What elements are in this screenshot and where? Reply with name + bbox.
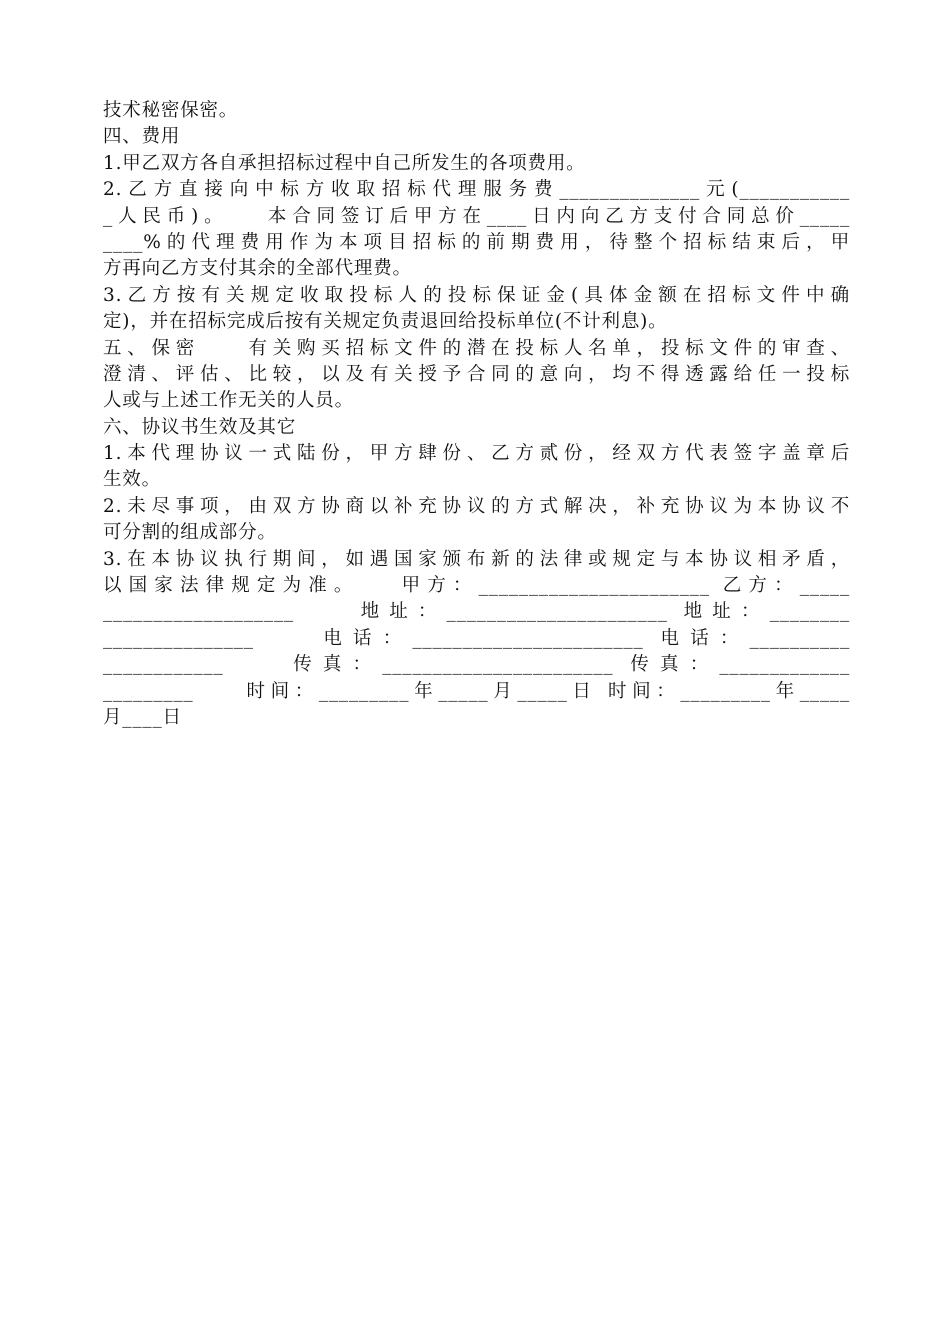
text-line-4: 2.乙方直接向中标方收取招标代理服务费______________元(___________: [103, 179, 850, 201]
text-line-7: 方再向乙方支付其余的全部代理费。: [103, 258, 412, 280]
signature-line-party-a: 以国家法律规定为准。 甲方：_______________________ 乙方：_____: [103, 575, 850, 597]
text-line-9: 定)，并在招标完成后按有关规定负责退回给投标单位(不计利息)。: [103, 311, 668, 333]
text-line-6: ____%的代理费用作为本项目招标的前期费用，待整个招标结束后，甲: [103, 231, 850, 253]
text-line-18: 3.在本协议执行期间，如遇国家颁布新的法律或规定与本协议相矛盾，: [103, 548, 850, 570]
text-line-15: 生效。: [103, 469, 161, 491]
section-heading-effect: 六、协议书生效及其它: [103, 416, 297, 438]
document-page: [103, 98, 850, 731]
text-line-3: 1.甲乙双方各自承担招标过程中自己所发生的各项费用。: [103, 152, 586, 174]
text-line-5: _人民币)。 本合同签订后甲方在____日内向乙方支付合同总价_____: [103, 205, 850, 227]
signature-line-fax: ____________ 传真：_______________________ 传真：_____________: [103, 654, 850, 676]
signature-line-date: _________ 时间：_________年_____月_____日 时间：_________年_____: [103, 680, 850, 702]
signature-line-date-end: 月____日: [103, 706, 182, 728]
text-line-12: 人或与上述工作无关的人员。: [103, 390, 354, 412]
text-line-1: 技术秘密保密。: [103, 100, 239, 121]
signature-line-address: ___________________ 地址：______________________ 地址：________: [103, 601, 850, 623]
section-heading-fees: 四、费用: [103, 126, 181, 148]
text-line-8: 3.乙方按有关规定收取投标人的投标保证金(具体金额在招标文件中确: [103, 284, 850, 306]
text-line-16: 2.未尽事项，由双方协商以补充协议的方式解决，补充协议为本协议不: [103, 495, 850, 517]
section-heading-confidentiality: 五、保密 有关购买招标文件的潜在投标人名单，投标文件的审查、: [103, 337, 850, 359]
signature-line-phone: _______________ 电话：_______________________ 电话：__________: [103, 627, 850, 649]
text-line-11: 澄清、评估、比较，以及有关授予合同的意向，均不得透露给任一投标: [103, 363, 850, 385]
text-line-14: 1.本代理协议一式陆份，甲方肆份、乙方贰份，经双方代表签字盖章后: [103, 443, 850, 465]
text-line-17: 可分割的组成部分。: [103, 522, 277, 544]
